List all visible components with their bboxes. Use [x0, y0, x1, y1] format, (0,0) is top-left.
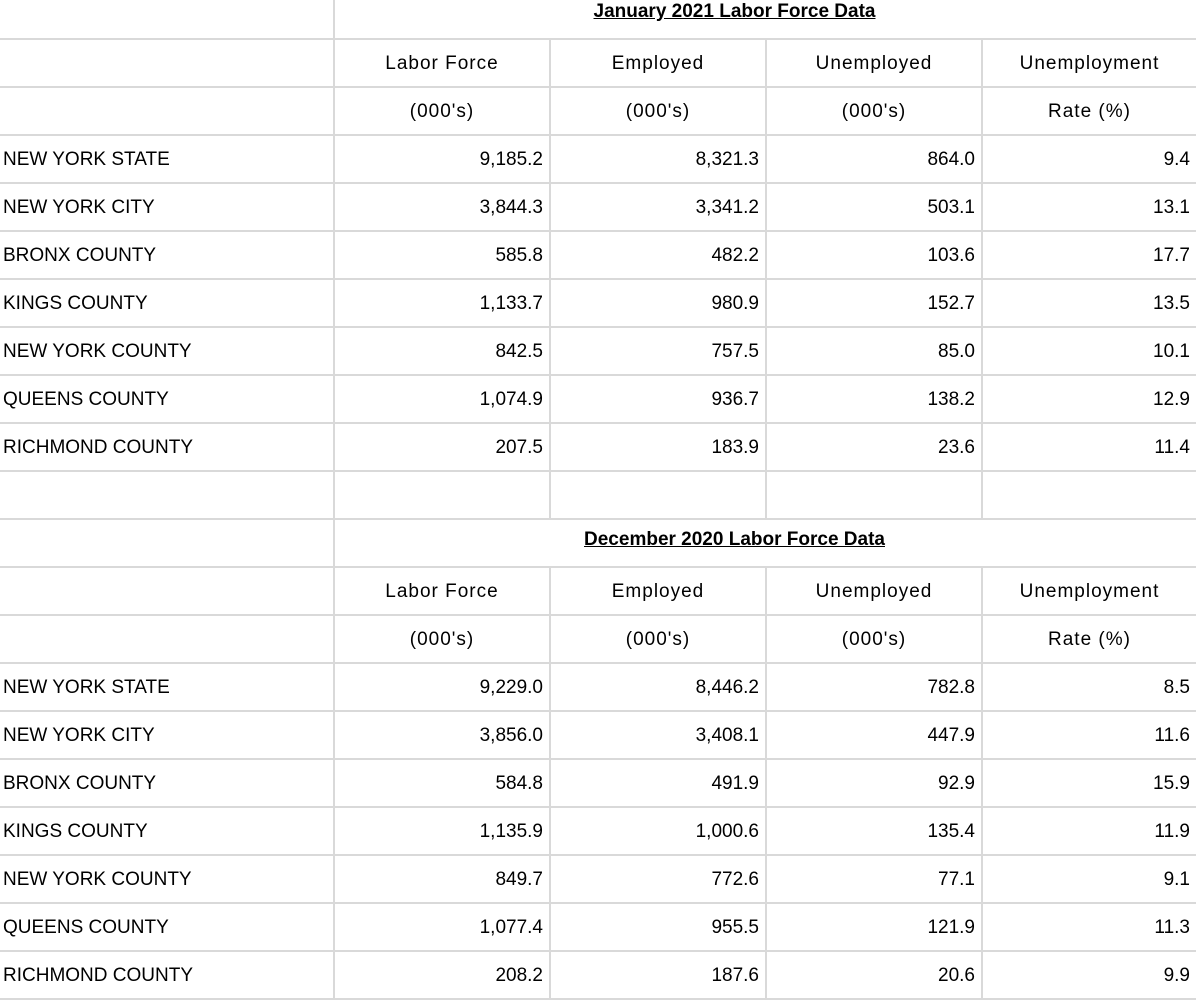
area-cell[interactable]: NEW YORK COUNTY [0, 328, 333, 376]
labor-force-cell[interactable]: 842.5 [333, 328, 549, 376]
area-cell[interactable]: NEW YORK CITY [0, 184, 333, 232]
labor-force-cell[interactable]: 584.8 [333, 760, 549, 808]
blank-cell[interactable] [981, 472, 1196, 520]
rate-cell[interactable]: 11.9 [981, 808, 1196, 856]
area-cell[interactable]: QUEENS COUNTY [0, 904, 333, 952]
area-cell[interactable]: NEW YORK COUNTY [0, 856, 333, 904]
employed-cell[interactable]: 955.5 [549, 904, 765, 952]
table-row [0, 376, 1196, 424]
table-row [0, 424, 1196, 472]
unemployed-cell[interactable]: 135.4 [765, 808, 981, 856]
units-rate[interactable]: Rate (%) [981, 616, 1196, 664]
section-title-row [0, 0, 1196, 40]
header-unemployment[interactable]: Unemployment [981, 40, 1196, 88]
rate-cell[interactable]: 12.9 [981, 376, 1196, 424]
units-employed[interactable]: (000's) [549, 88, 765, 136]
header-employed[interactable]: Employed [549, 40, 765, 88]
labor-force-cell[interactable]: 1,135.9 [333, 808, 549, 856]
section-title: January 2021 Labor Force Data [593, 1, 876, 22]
section-title-cell[interactable] [333, 520, 1196, 568]
header-labor-force[interactable]: Labor Force [333, 40, 549, 88]
area-cell[interactable]: NEW YORK STATE [0, 136, 333, 184]
table-row [0, 664, 1196, 712]
unemployed-cell[interactable]: 20.6 [765, 952, 981, 1000]
employed-cell[interactable]: 3,341.2 [549, 184, 765, 232]
units-unemployed[interactable]: (000's) [765, 88, 981, 136]
blank-cell[interactable] [0, 0, 333, 40]
unemployed-cell[interactable]: 23.6 [765, 424, 981, 472]
rate-cell[interactable]: 11.3 [981, 904, 1196, 952]
unemployed-cell[interactable]: 92.9 [765, 760, 981, 808]
employed-cell[interactable]: 482.2 [549, 232, 765, 280]
area-cell[interactable]: KINGS COUNTY [0, 808, 333, 856]
labor-force-cell[interactable]: 849.7 [333, 856, 549, 904]
area-cell[interactable]: KINGS COUNTY [0, 280, 333, 328]
labor-force-cell[interactable]: 207.5 [333, 424, 549, 472]
table-row [0, 136, 1196, 184]
rate-cell[interactable]: 9.9 [981, 952, 1196, 1000]
rate-cell[interactable]: 15.9 [981, 760, 1196, 808]
table-row [0, 808, 1196, 856]
employed-cell[interactable]: 772.6 [549, 856, 765, 904]
unemployed-cell[interactable]: 152.7 [765, 280, 981, 328]
section-title: December 2020 Labor Force Data [584, 529, 885, 550]
rate-cell[interactable]: 9.1 [981, 856, 1196, 904]
blank-cell[interactable] [549, 472, 765, 520]
labor-force-cell[interactable]: 1,133.7 [333, 280, 549, 328]
units-labor-force[interactable]: (000's) [333, 88, 549, 136]
table-row [0, 712, 1196, 760]
employed-cell[interactable]: 980.9 [549, 280, 765, 328]
section-title-cell[interactable] [333, 0, 1196, 40]
labor-force-cell[interactable]: 3,856.0 [333, 712, 549, 760]
employed-cell[interactable]: 936.7 [549, 376, 765, 424]
unemployed-cell[interactable]: 447.9 [765, 712, 981, 760]
labor-force-cell[interactable]: 208.2 [333, 952, 549, 1000]
employed-cell[interactable]: 1,000.6 [549, 808, 765, 856]
unemployed-cell[interactable]: 782.8 [765, 664, 981, 712]
blank-cell[interactable] [0, 40, 333, 88]
table-row [0, 760, 1196, 808]
table-row [0, 232, 1196, 280]
column-units-row [0, 88, 1196, 136]
labor-force-cell[interactable]: 585.8 [333, 232, 549, 280]
unemployed-cell[interactable]: 864.0 [765, 136, 981, 184]
labor-force-cell[interactable]: 1,077.4 [333, 904, 549, 952]
blank-cell[interactable] [0, 472, 333, 520]
table-row [0, 856, 1196, 904]
labor-force-cell[interactable]: 3,844.3 [333, 184, 549, 232]
area-cell[interactable]: NEW YORK STATE [0, 664, 333, 712]
rate-cell[interactable]: 8.5 [981, 664, 1196, 712]
labor-force-cell[interactable]: 9,229.0 [333, 664, 549, 712]
rate-cell[interactable]: 13.1 [981, 184, 1196, 232]
rate-cell[interactable]: 10.1 [981, 328, 1196, 376]
area-cell[interactable]: RICHMOND COUNTY [0, 424, 333, 472]
employed-cell[interactable]: 757.5 [549, 328, 765, 376]
rate-cell[interactable]: 9.4 [981, 136, 1196, 184]
rate-cell[interactable]: 11.6 [981, 712, 1196, 760]
header-employed[interactable]: Employed [549, 568, 765, 616]
blank-cell[interactable] [0, 616, 333, 664]
unemployed-cell[interactable]: 503.1 [765, 184, 981, 232]
blank-cell[interactable] [0, 88, 333, 136]
table-row [0, 328, 1196, 376]
units-unemployed[interactable]: (000's) [765, 616, 981, 664]
header-unemployed[interactable]: Unemployed [765, 40, 981, 88]
area-cell[interactable]: BRONX COUNTY [0, 232, 333, 280]
blank-cell[interactable] [0, 520, 333, 568]
area-cell[interactable]: BRONX COUNTY [0, 760, 333, 808]
unemployed-cell[interactable]: 77.1 [765, 856, 981, 904]
table-row [0, 952, 1196, 1000]
table-row [0, 184, 1196, 232]
unemployed-cell[interactable]: 85.0 [765, 328, 981, 376]
units-employed[interactable]: (000's) [549, 616, 765, 664]
blank-cell[interactable] [0, 568, 333, 616]
rate-cell[interactable]: 13.5 [981, 280, 1196, 328]
labor-force-cell[interactable]: 1,074.9 [333, 376, 549, 424]
employed-cell[interactable]: 187.6 [549, 952, 765, 1000]
area-cell[interactable]: NEW YORK CITY [0, 712, 333, 760]
units-rate[interactable]: Rate (%) [981, 88, 1196, 136]
column-header-row [0, 40, 1196, 88]
blank-cell[interactable] [765, 472, 981, 520]
blank-cell[interactable] [333, 472, 549, 520]
header-labor-force[interactable]: Labor Force [333, 568, 549, 616]
employed-cell[interactable]: 8,446.2 [549, 664, 765, 712]
unemployed-cell[interactable]: 121.9 [765, 904, 981, 952]
header-unemployment[interactable]: Unemployment [981, 568, 1196, 616]
header-unemployed[interactable]: Unemployed [765, 568, 981, 616]
rate-cell[interactable]: 11.4 [981, 424, 1196, 472]
area-cell[interactable]: RICHMOND COUNTY [0, 952, 333, 1000]
area-cell[interactable]: QUEENS COUNTY [0, 376, 333, 424]
table-row [0, 904, 1196, 952]
employed-cell[interactable]: 8,321.3 [549, 136, 765, 184]
units-labor-force[interactable]: (000's) [333, 616, 549, 664]
employed-cell[interactable]: 491.9 [549, 760, 765, 808]
table-row [0, 280, 1196, 328]
column-header-row [0, 568, 1196, 616]
rate-cell[interactable]: 17.7 [981, 232, 1196, 280]
unemployed-cell[interactable]: 138.2 [765, 376, 981, 424]
employed-cell[interactable]: 183.9 [549, 424, 765, 472]
employed-cell[interactable]: 3,408.1 [549, 712, 765, 760]
spacer-row [0, 472, 1196, 520]
column-units-row [0, 616, 1196, 664]
unemployed-cell[interactable]: 103.6 [765, 232, 981, 280]
labor-force-cell[interactable]: 9,185.2 [333, 136, 549, 184]
section-title-row [0, 520, 1196, 568]
